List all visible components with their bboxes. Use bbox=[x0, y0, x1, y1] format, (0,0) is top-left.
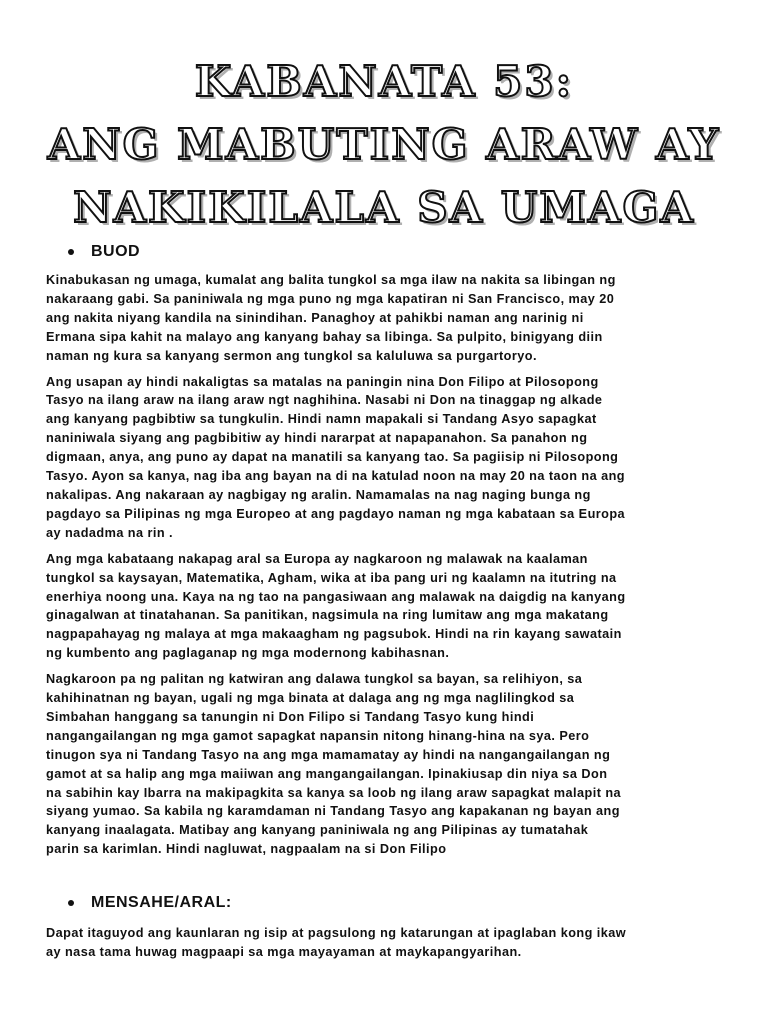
paragraph-line: ay nadadma na rin . bbox=[46, 525, 174, 540]
paragraph-line: nakalipas. Ang nakaraan ay nagbigay ng aralin. Namamalas na nag naging bunga ng bbox=[46, 487, 591, 502]
bullet-icon bbox=[68, 249, 74, 255]
paragraph-line: kahihinatnan ng bayan, ugali ng mga binata at dalaga ang ng mga naglilingkod sa bbox=[46, 691, 575, 706]
paragraph-line: enerhiya noong una. Kaya na ng tao na pangasiwaan ang malawak na daigdig na kanyang bbox=[46, 589, 626, 604]
paragraph-line: Simbahan hanggang sa tanungin ni Don Filipo si Tandang Tasyo kung hindi bbox=[46, 709, 535, 724]
chapter-title bbox=[0, 50, 768, 239]
paragraph-line: nangangailangan ng mga gamot sapagkat napansin nitong hinang-hina na sya. Pero bbox=[46, 728, 590, 743]
paragraph-line: Ermana sipa kahit na malayo ang kanyang bahay sa libinga. Sa pulpito, binigyang diin bbox=[46, 329, 603, 344]
buod-paragraph bbox=[46, 670, 722, 859]
chapter-title-line-2: NAKIKILALA SA UMAGA bbox=[73, 183, 695, 232]
paragraph-line: Nagkaroon pa ng palitan ng katwiran ang dalawa tungkol sa bayan, sa relihiyon, sa bbox=[46, 672, 583, 687]
document-body bbox=[46, 243, 722, 969]
paragraph-line: Ang usapan ay hindi nakaligtas sa matalas na paningin nina Don Filipo at Pilosopong bbox=[46, 374, 599, 389]
paragraph-line: ng kumbento ang paglaganap ng mga modernong kabihasnan. bbox=[46, 646, 450, 661]
paragraph-line: ay nasa tama huwag magpaapi sa mga mayayaman at maykapangyarihan. bbox=[46, 945, 522, 960]
mensahe-section bbox=[46, 924, 722, 962]
buod-paragraph bbox=[46, 373, 722, 543]
paragraph-line: siyang yumao. Sa kabila ng karamdaman ni Tandang Tasyo ang kapakanan ng bayan ang bbox=[46, 804, 620, 819]
paragraph-line: nagpapahayag ng malaya at mga makaagham ng pagsubok. Hindi na rin kayang sawatain bbox=[46, 627, 622, 642]
paragraph-line: ang kanyang pagbibtiw sa tungkulin. Hindi namn mapakali si Tandang Asyo sapagkat bbox=[46, 412, 597, 427]
paragraph-line: kanyang inaalagata. Matibay ang kanyang paniniwala ng ang Pilipinas ay tumatahak bbox=[46, 823, 589, 838]
paragraph-line: naniniwala siyang ang pagbibitiw ay hindi nararpat at napapanahon. Sa panahon ng bbox=[46, 431, 588, 446]
paragraph-line: tungkol sa kaysayan, Matematika, Agham, wika at iba pang uri ng kaalamn na itutring na bbox=[46, 570, 617, 585]
mensahe-heading bbox=[46, 894, 722, 912]
paragraph-line: na sabihin kay Ibarra na makipagkita sa kanya sa loob ng ilang araw sapagkat malapit na bbox=[46, 785, 622, 800]
paragraph-line: gamot at sa halip ang mga maiiwan ang mangangailangan. Ipinakiusap din niya sa Don bbox=[46, 766, 608, 781]
section-gap bbox=[46, 866, 722, 894]
paragraph-line: parin sa karimlan. Hindi nagluwat, nagpaalam na si Don Filipo bbox=[46, 842, 447, 857]
buod-section bbox=[46, 271, 722, 859]
buod-heading-label: BUOD bbox=[91, 243, 141, 260]
mensahe-paragraph bbox=[46, 924, 722, 962]
paragraph-line: nakaraang gabi. Sa paniniwala ng mga puno ng mga kapatiran ni San Francisco, may 20 bbox=[46, 291, 615, 306]
paragraph-line: Ang mga kabataang nakapag aral sa Europa ay nagkaroon ng malawak na kaalaman bbox=[46, 551, 588, 566]
paragraph-line: Tasyo. Ayon sa kanya, nag iba ang bayan na di na katulad noon na may 20 na taon na ang bbox=[46, 469, 625, 484]
bullet-icon bbox=[68, 900, 74, 906]
paragraph-line: ginagalwan at tinatahanan. Sa panitikan, nagsimula na ring lumitaw ang mga makatang bbox=[46, 608, 609, 623]
buod-paragraph bbox=[46, 550, 722, 663]
paragraph-line: Kinabukasan ng umaga, kumalat ang balita tungkol sa mga ilaw na nakita sa libingan ng bbox=[46, 273, 616, 287]
chapter-title-line-1: ANG MABUTING ARAW AY bbox=[47, 120, 721, 169]
paragraph-line: tinugon sya ni Tandang Tasyo na ang mga mamamatay ay hindi na nangangailangan ng bbox=[46, 747, 611, 762]
paragraph-line: Dapat itaguyod ang kaunlaran ng isip at pagsulong ng katarungan at ipaglaban kong ikaw bbox=[46, 926, 627, 941]
paragraph-line: digmaan, anya, ang puno ay dapat na manatili sa kanyang tao. Sa pagiisip ni Pilosopong bbox=[46, 450, 619, 465]
buod-heading bbox=[46, 243, 722, 261]
paragraph-line: naman ng kura sa kanyang sermon ang tungkol sa kaluluwa sa purgartoryo. bbox=[46, 348, 537, 363]
paragraph-line: pagdayo sa Pilipinas ng mga Europeo at ang pagdayo naman ng mga kabataan sa Europa bbox=[46, 506, 626, 521]
paragraph-line: Tasyo na ilang araw na ilang araw ngt naghihina. Nasabi ni Don na tinaggap ng alkade bbox=[46, 393, 603, 408]
buod-paragraph bbox=[46, 271, 722, 366]
mensahe-heading-label: MENSAHE/ARAL: bbox=[91, 894, 232, 912]
paragraph-line: ang nakita niyang kandila na sinindihan. Panaghoy at pahikbi naman ang narinig ni bbox=[46, 310, 584, 325]
chapter-number-title: KABANATA 53: bbox=[194, 57, 574, 106]
